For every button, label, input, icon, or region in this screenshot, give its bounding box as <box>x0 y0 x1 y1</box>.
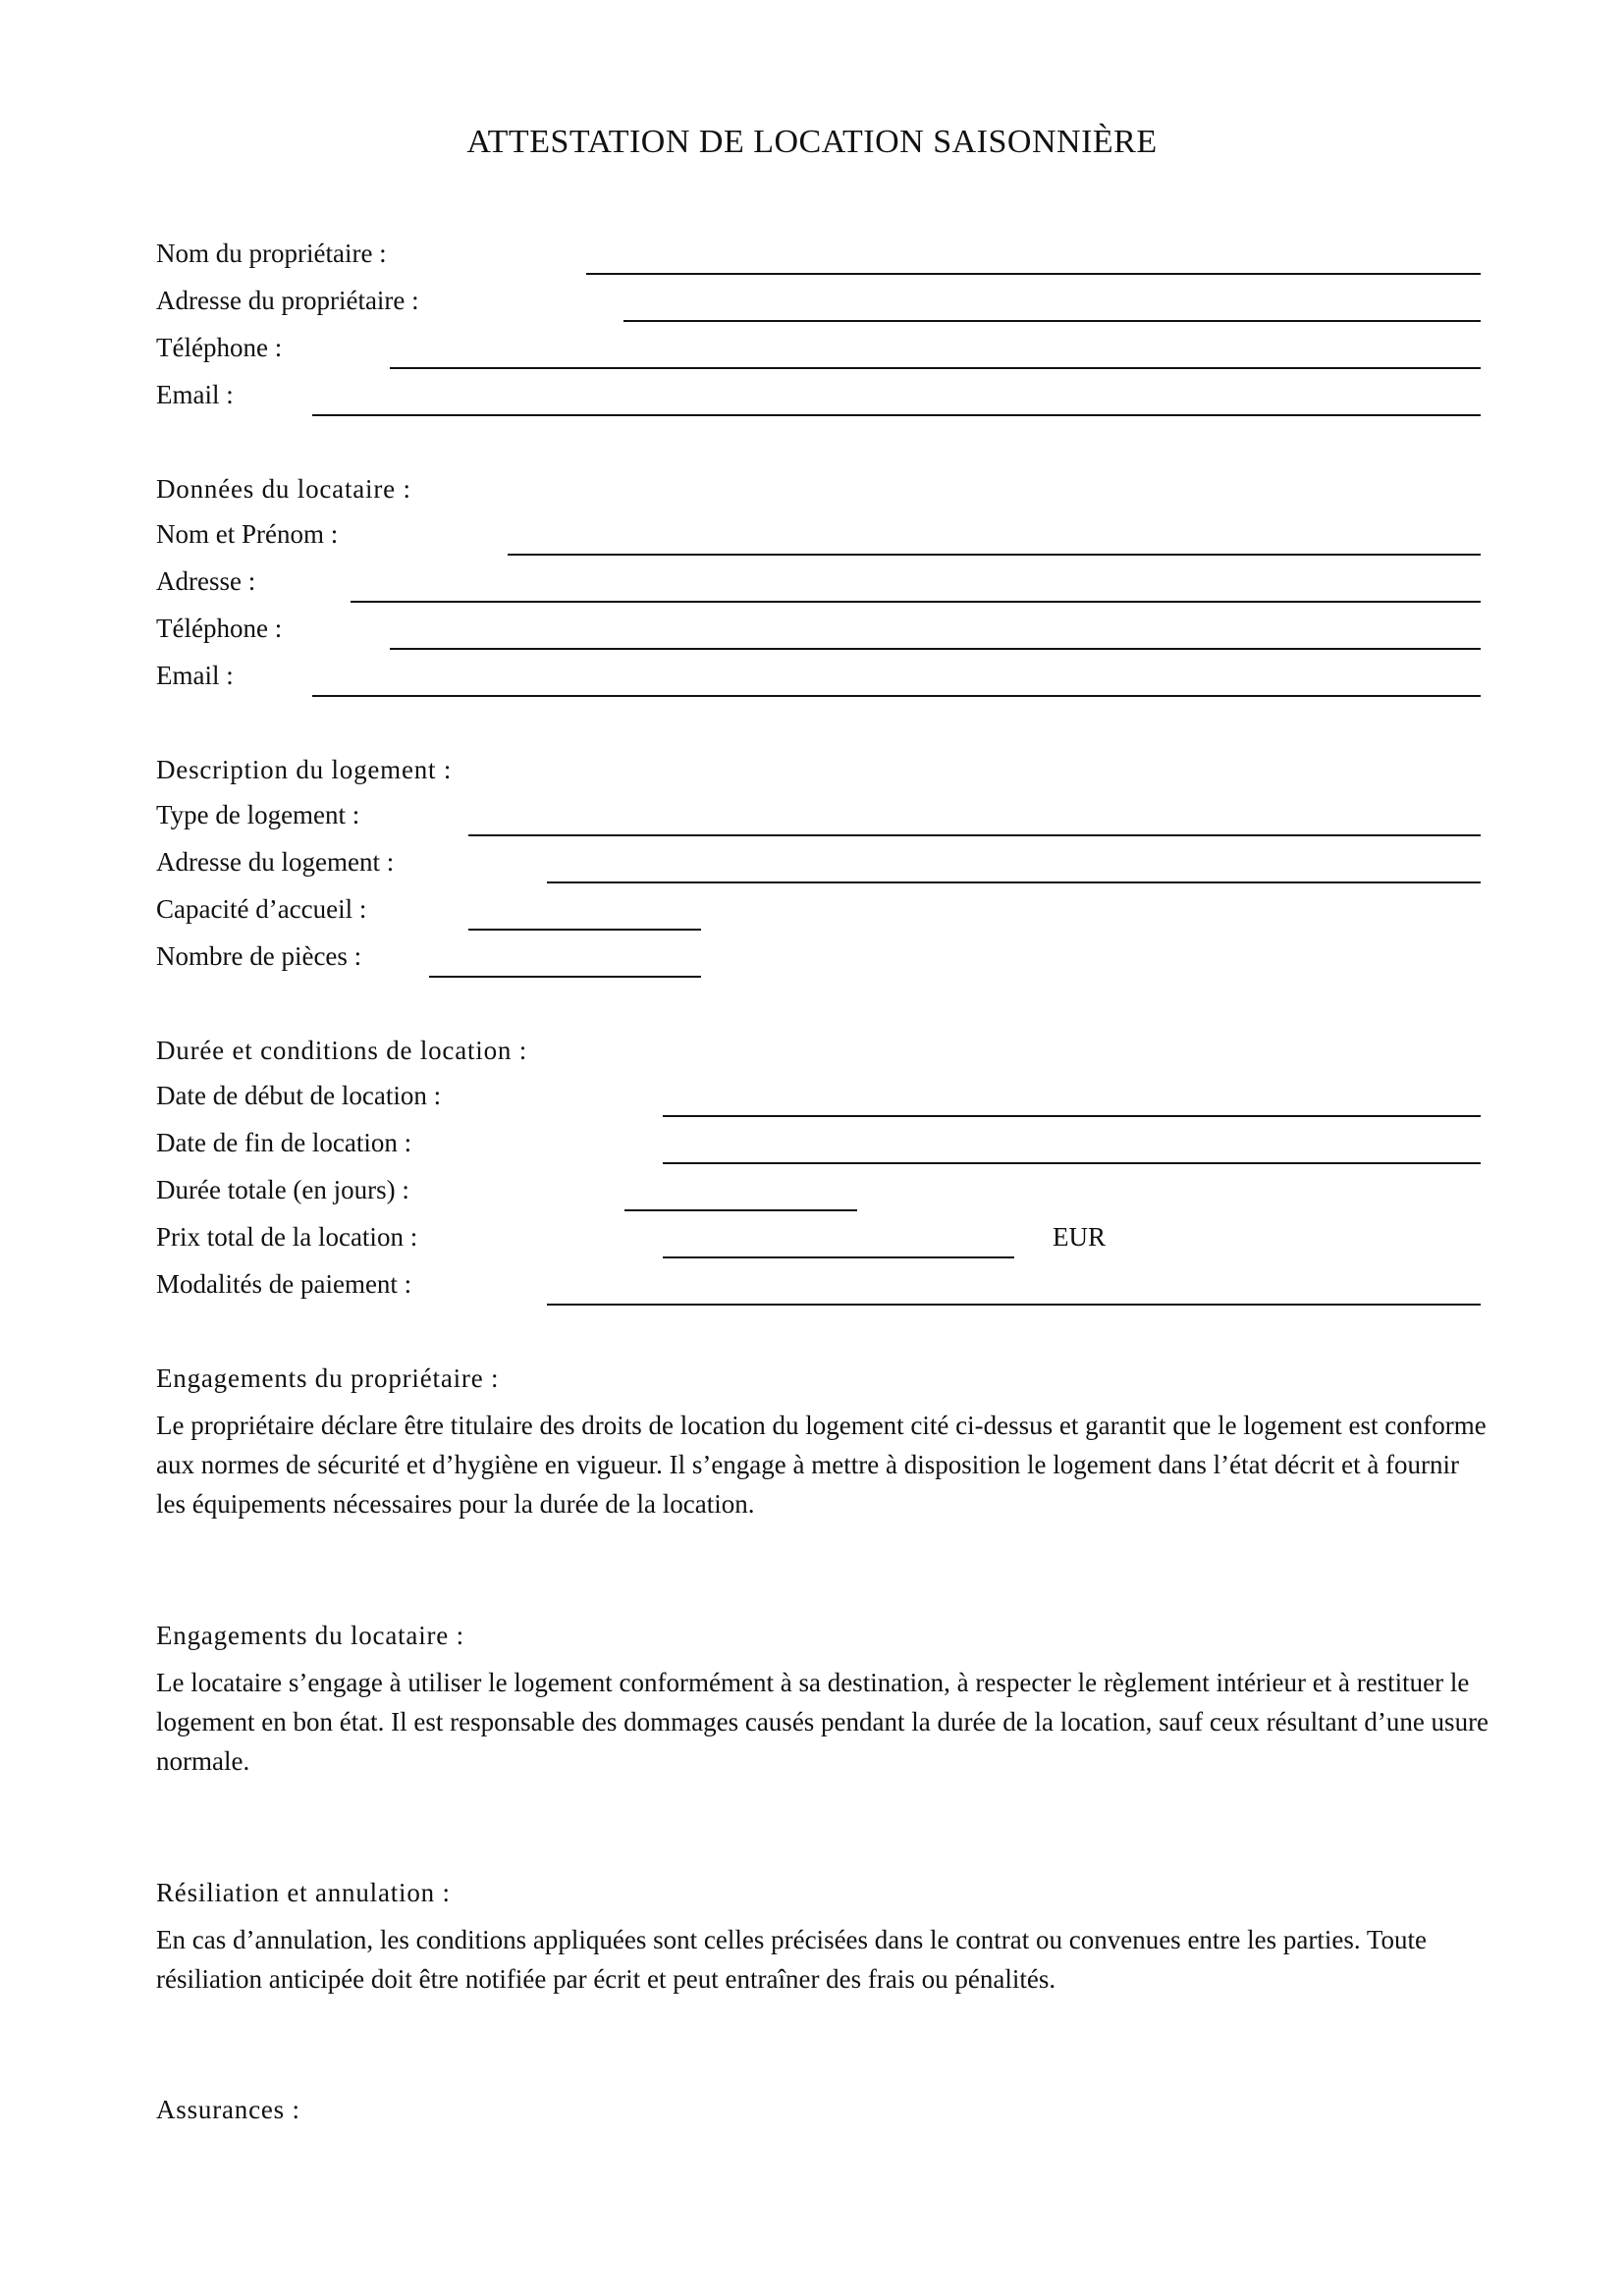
housing-type-label: Type de logement : <box>156 800 360 829</box>
rental-duration-field[interactable] <box>624 1209 857 1211</box>
cancellation-text: En cas d’annulation, les conditions appliquées sont celles précisées dans le contrat ou convenues entre les parties. Toute résiliation anticipée doit être notifiée par écrit et peut entraîner des frais ou pénalités. <box>156 1925 1427 1994</box>
rental-start-field[interactable] <box>663 1115 1481 1117</box>
rental-price-field[interactable] <box>663 1256 1014 1258</box>
rental-duration-label: Durée totale (en jours) : <box>156 1175 409 1204</box>
owner-address-field[interactable] <box>623 320 1481 322</box>
rental-duration-row <box>0 1175 1624 1222</box>
tenant-email-row <box>0 661 1624 708</box>
tenant-phone-field[interactable] <box>390 648 1481 650</box>
tenant-address-field[interactable] <box>351 601 1481 603</box>
owner-address-row <box>0 286 1624 333</box>
owner-commitments-text: Le propriétaire déclare être titulaire des droits de location du logement cité ci-dessus et garantit que le logement est conforme aux normes de sécurité et d’hygiène en vigueur. Il s’engage à mettre à disposition le logement dans l’état décrit et à fournir les équipements nécessaires pour la durée de la location. <box>156 1411 1487 1519</box>
owner-phone-field[interactable] <box>390 367 1481 369</box>
tenant-address-row <box>0 566 1624 614</box>
tenant-name-label: Nom et Prénom : <box>156 519 339 549</box>
housing-capacity-label: Capacité d’accueil : <box>156 894 367 924</box>
housing-type-field[interactable] <box>468 834 1481 836</box>
owner-name-label: Nom du propriétaire : <box>156 239 387 268</box>
rental-start-row <box>0 1081 1624 1128</box>
tenant-commitments-text: Le locataire s’engage à utiliser le logement conformément à sa destination, à respecter le règlement intérieur et à restituer le logement en bon état. Il est responsable des dommages causés pendant la durée de la location, sauf ceux résultant d’une usure normale. <box>156 1668 1489 1776</box>
rental-payment-label: Modalités de paiement : <box>156 1269 412 1299</box>
housing-rooms-field[interactable] <box>429 976 701 978</box>
owner-email-field[interactable] <box>312 414 1481 416</box>
owner-phone-label: Téléphone : <box>156 333 283 362</box>
housing-address-label: Adresse du logement : <box>156 847 395 877</box>
owner-email-label: Email : <box>156 380 234 409</box>
housing-type-row <box>0 800 1624 847</box>
rental-payment-row <box>0 1269 1624 1316</box>
cancellation-heading: Résiliation et annulation : <box>156 1878 451 1907</box>
tenant-name-field[interactable] <box>508 554 1481 556</box>
rental-heading: Durée et conditions de location : <box>156 1036 528 1065</box>
housing-capacity-field[interactable] <box>468 929 701 931</box>
insurance-heading: Assurances : <box>156 2095 300 2124</box>
rental-end-label: Date de fin de location : <box>156 1128 412 1157</box>
rental-price-label: Prix total de la location : <box>156 1222 418 1252</box>
owner-phone-row <box>0 333 1624 380</box>
owner-name-row <box>0 239 1624 286</box>
rental-price-row <box>0 1222 1624 1269</box>
rental-start-label: Date de début de location : <box>156 1081 442 1110</box>
tenant-phone-row <box>0 614 1624 661</box>
tenant-name-row <box>0 519 1624 566</box>
rental-price-unit: EUR <box>1053 1222 1106 1252</box>
rental-end-field[interactable] <box>663 1162 1481 1164</box>
owner-name-field[interactable] <box>586 273 1481 275</box>
document-title: ATTESTATION DE LOCATION SAISONNIÈRE <box>466 124 1158 160</box>
rental-end-row <box>0 1128 1624 1175</box>
owner-address-label: Adresse du propriétaire : <box>156 286 419 315</box>
tenant-email-field[interactable] <box>312 695 1481 697</box>
housing-capacity-row <box>0 894 1624 941</box>
housing-heading: Description du logement : <box>156 755 453 784</box>
owner-email-row <box>0 380 1624 427</box>
tenant-address-label: Adresse : <box>156 566 256 596</box>
tenant-phone-label: Téléphone : <box>156 614 283 643</box>
tenant-commitments-heading: Engagements du locataire : <box>156 1621 464 1650</box>
rental-payment-field[interactable] <box>547 1304 1481 1306</box>
housing-address-row <box>0 847 1624 894</box>
housing-address-field[interactable] <box>547 881 1481 883</box>
tenant-heading: Données du locataire : <box>156 474 411 504</box>
tenant-email-label: Email : <box>156 661 234 690</box>
housing-rooms-label: Nombre de pièces : <box>156 941 362 971</box>
housing-rooms-row <box>0 941 1624 988</box>
owner-commitments-heading: Engagements du propriétaire : <box>156 1363 500 1393</box>
